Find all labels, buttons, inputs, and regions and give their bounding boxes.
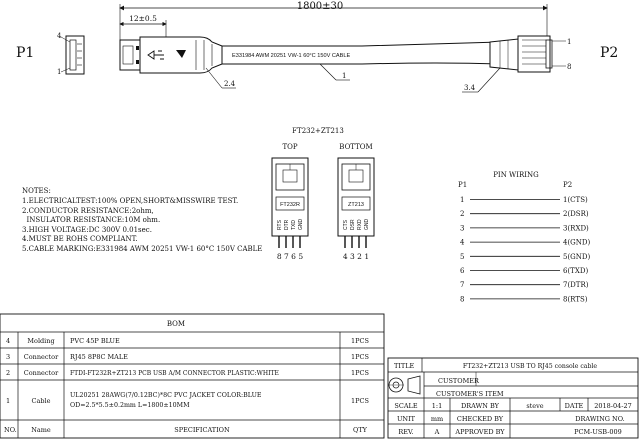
pin-wiring-p1: 2 (460, 210, 465, 219)
bom-header-no: NO. (4, 426, 17, 434)
pin-wiring-p2: 2(DSR) (563, 210, 589, 219)
bom-row-spec: FTDI-FT232R+ZT213 PCB USB A/M CONNECTOR PLASTIC:WHITE (70, 370, 279, 377)
pcb-top-chip: FT232R (280, 202, 300, 208)
pcb-bottom-pin-rxd: RXD (357, 219, 363, 230)
p2-label: P2 (600, 45, 619, 61)
pcb-bottom-pin-cts: CTS (343, 220, 349, 230)
rj45-boot (490, 39, 518, 70)
notes-line-4: 3.HIGH VOLTAGE:DC 300V 0.01sec. (22, 226, 152, 234)
bom-header-qty: QTY (353, 426, 367, 434)
cable-drawing (16, 1, 618, 92)
usb-pin4-label: 4 (57, 32, 62, 40)
pin-wiring-p1: 8 (460, 295, 465, 304)
bom-table (0, 314, 384, 438)
customer-label: CUSTOMER (438, 377, 479, 385)
pcb-top-pin-rts: RTS (277, 220, 283, 230)
bom-row-name: Connector (23, 353, 59, 361)
bom-row-no: 1 (6, 397, 11, 405)
bom-row-spec: RJ45 8P8C MALE (70, 353, 128, 361)
pin-wiring-p2: 7(DTR) (563, 281, 589, 290)
bom-row-name: Molding (27, 337, 55, 345)
usb-pin1-label: 1 (57, 68, 62, 76)
pcb-bottom-label: BOTTOM (339, 143, 373, 151)
rev-value: A (434, 428, 440, 436)
pcb-top-pin-numbers: 8 7 6 5 (276, 252, 304, 261)
bom-row-no: 4 (6, 337, 11, 345)
usb-end-view (66, 36, 84, 74)
bom-row-qty: 1PCS (351, 397, 369, 405)
scale-label: SCALE (394, 402, 418, 410)
notes-line-2: 2.CONDUCTOR RESISTANCE:2ohm, (22, 207, 154, 215)
date-label: DATE (564, 402, 584, 410)
callout-1: 1 (342, 72, 347, 80)
title-label: TITLE (394, 362, 415, 370)
p1-label: P1 (16, 45, 35, 61)
pin-wiring-table (458, 171, 591, 303)
drawn-by-value: steve (526, 402, 544, 410)
cable-marking-text: E331984 AWM 20251 VW-1 60°C 150V CABLE (232, 53, 351, 59)
bom-row-name: Connector (23, 369, 59, 377)
unit-value: mm (430, 415, 444, 423)
pin-wiring-row (460, 253, 591, 261)
pcb-views (272, 127, 374, 261)
unit-label: UNIT (396, 415, 416, 423)
bom-row-spec: PVC 45P BLUE (70, 337, 120, 345)
approved-by-label: APPROVED BY (455, 428, 505, 436)
pin-wiring-p2: 6(TXD) (563, 267, 589, 275)
bom-title: BOM (166, 320, 186, 328)
pin-wiring-p2: 5(GND) (563, 252, 591, 261)
pin-wiring-p1: 7 (460, 281, 465, 290)
rj45-pin8-label: 8 (567, 63, 572, 71)
notes-line-3: INSULATOR RESISTANCE:10M ohm. (22, 216, 161, 224)
drawn-by-label: DRAWN BY (461, 402, 499, 410)
pin-wiring-title: PIN WIRING (493, 171, 539, 179)
notes-line-6: 5.CABLE MARKING:E331984 AWM 20251 VW-1 60°C 150V CABLE (22, 245, 263, 253)
offset-dimension-text: 12±0.5 (129, 14, 157, 23)
pcb-top-pin-dtr: DTR (284, 219, 290, 230)
bom-row-spec-line2: OD=2.5*5.5±0.2mm L=1800±10MM (70, 402, 190, 409)
customers-item-label: CUSTOMER'S ITEM (436, 390, 504, 398)
bom-row-no: 3 (6, 353, 11, 361)
notes-block (22, 187, 262, 253)
bom-row (6, 369, 369, 377)
pin-wiring-row (460, 210, 589, 218)
pin-wiring-p1: 6 (460, 267, 465, 275)
bom-header-spec: SPECIFICATION (174, 426, 230, 434)
rj45-pin1-label: 1 (567, 38, 572, 46)
pin-wiring-p1-header: P1 (458, 181, 468, 189)
pin-wiring-p2-header: P2 (563, 181, 573, 189)
pcb-bottom-pin-numbers: 4 3 2 1 (342, 252, 370, 261)
pin-wiring-row (460, 239, 591, 247)
pcb-title: FT232+ZT213 (292, 127, 344, 135)
bom-header-row (4, 426, 368, 434)
pin-wiring-p1: 5 (460, 252, 465, 261)
bom-header-name: Name (31, 426, 51, 434)
title-value: FT232+ZT213 USB TO RJ45 console cable (462, 363, 598, 370)
bom-row (6, 353, 369, 361)
pcb-bottom-chip: ZT213 (348, 202, 364, 208)
bom-row (6, 392, 369, 409)
pin-wiring-p1: 4 (460, 238, 465, 247)
bom-row-qty: 1PCS (351, 337, 369, 345)
pin-wiring-row (460, 224, 589, 232)
pcb-top-view (272, 158, 308, 261)
title-block (388, 358, 638, 438)
length-dimension-text: 1800±30 (296, 1, 344, 12)
callout-3-4: 3.4 (464, 84, 476, 92)
pin-wiring-p2: 8(RTS) (563, 295, 588, 304)
bom-row (6, 337, 369, 345)
pcb-bottom-pin-gnd: GND (364, 218, 370, 230)
pcb-bottom-view (338, 158, 374, 261)
notes-title: NOTES: (22, 187, 51, 195)
pin-wiring-row (460, 281, 589, 289)
rj45-plug (518, 36, 550, 72)
bom-row-qty: 1PCS (351, 369, 369, 377)
pin-wiring-p1: 1 (460, 196, 465, 204)
scale-value: 1:1 (431, 402, 443, 410)
bom-row-no: 2 (6, 369, 11, 377)
pin-wiring-row (460, 295, 588, 303)
pcb-top-label: TOP (282, 143, 298, 151)
pcb-bottom-pin-dsr: DSR (350, 219, 356, 230)
pcb-top-pin-gnd: GND (298, 218, 304, 230)
pin-wiring-p1: 3 (460, 224, 465, 233)
notes-line-5: 4.MUST BE ROHS COMPLIANT. (22, 235, 138, 243)
checked-by-label: CHECKED BY (456, 415, 504, 423)
bom-row-spec-line1: UL20251 28AWG(7/0.12BC)*8C PVC JACKET COLOR:BLUE (70, 392, 262, 399)
drawing-no-value: PCM-USB-009 (574, 428, 622, 436)
callout-2-4: 2.4 (224, 80, 236, 88)
rev-label: REV. (398, 428, 414, 436)
pin-wiring-p2: 1(CTS) (563, 196, 588, 204)
pin-wiring-p2: 3(RXD) (563, 224, 589, 233)
bom-row-name: Cable (31, 397, 51, 405)
pin-wiring-row (460, 267, 588, 275)
drawing-no-label: DRAWING NO. (575, 415, 625, 423)
pin-wiring-p2: 4(GND) (563, 238, 591, 247)
pcb-top-pin-txd: TXD (291, 220, 297, 230)
pin-wiring-row (460, 196, 588, 204)
notes-line-1: 1.ELECTRICALTEST:100% OPEN,SHORT&MISSWIRE TEST. (22, 197, 239, 205)
bom-row-qty: 1PCS (351, 353, 369, 361)
date-value: 2018-04-27 (594, 402, 632, 410)
